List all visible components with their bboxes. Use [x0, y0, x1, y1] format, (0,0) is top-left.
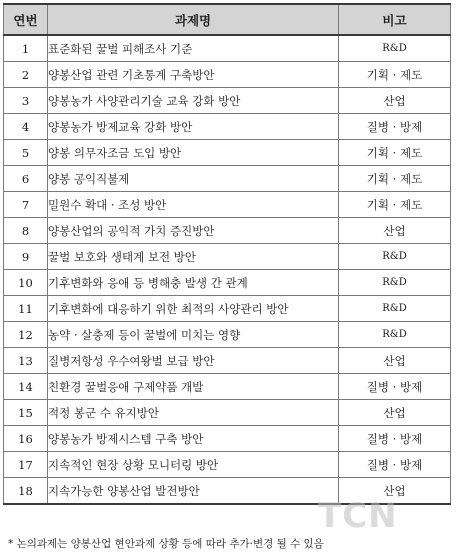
table-row	[4, 348, 451, 374]
row-number: 4	[4, 114, 48, 140]
row-number: 15	[4, 400, 48, 426]
row-number: 11	[4, 296, 48, 322]
header-note: 비고	[339, 4, 451, 35]
row-number: 14	[4, 374, 48, 400]
row-number: 3	[4, 88, 48, 114]
table-row	[4, 88, 451, 114]
row-task-title: 양봉농가 방제교육 강화 방안	[48, 114, 339, 140]
table-row	[4, 400, 451, 426]
row-note: 산업	[339, 218, 451, 244]
table-row	[4, 374, 451, 400]
table-row	[4, 192, 451, 218]
table-row	[4, 322, 451, 348]
row-task-title: 꿀벌 보호와 생태계 보전 방안	[48, 244, 339, 270]
row-task-title: 양봉 의무자조금 도입 방안	[48, 140, 339, 166]
header-title: 과제명	[48, 4, 339, 35]
table-row	[4, 114, 451, 140]
row-note: R&D	[339, 35, 451, 62]
table-row	[4, 35, 451, 62]
watermark-logo: TCN	[318, 496, 398, 536]
row-note: 질병 · 방제	[339, 114, 451, 140]
row-note: 기획 · 제도	[339, 166, 451, 192]
table-row	[4, 270, 451, 296]
row-number: 7	[4, 192, 48, 218]
row-note: R&D	[339, 322, 451, 348]
row-task-title: 밀원수 확대 · 조성 방안	[48, 192, 339, 218]
row-note: R&D	[339, 244, 451, 270]
row-number: 6	[4, 166, 48, 192]
row-number: 2	[4, 62, 48, 88]
table-row	[4, 452, 451, 478]
table-row	[4, 296, 451, 322]
table-body	[4, 35, 451, 504]
row-task-title: 지속가능한 양봉산업 발전방안	[48, 478, 339, 505]
row-task-title: 양봉농가 사양관리기술 교육 강화 방안	[48, 88, 339, 114]
header-num: 연번	[4, 4, 48, 35]
table-header-row	[4, 4, 451, 35]
row-note: 산업	[339, 348, 451, 374]
table-row	[4, 244, 451, 270]
row-number: 16	[4, 426, 48, 452]
row-note: 기획 · 제도	[339, 192, 451, 218]
row-note: 질병 · 방제	[339, 426, 451, 452]
row-number: 18	[4, 478, 48, 505]
row-number: 5	[4, 140, 48, 166]
row-number: 9	[4, 244, 48, 270]
row-task-title: 지속적인 현장 상황 모니터링 방안	[48, 452, 339, 478]
table-row	[4, 140, 451, 166]
row-note: 산업	[339, 478, 451, 505]
row-number: 10	[4, 270, 48, 296]
row-task-title: 농약 · 살충제 등이 꿀벌에 미치는 영향	[48, 322, 339, 348]
table-row	[4, 426, 451, 452]
row-task-title: 적정 봉군 수 유지방안	[48, 400, 339, 426]
row-note: R&D	[339, 270, 451, 296]
row-task-title: 친환경 꿀벌응애 구제약품 개발	[48, 374, 339, 400]
row-number: 12	[4, 322, 48, 348]
footnote: * 논의과제는 양봉산업 현안과제 상황 등에 따라 추가·변경 될 수 있음	[8, 538, 324, 550]
row-task-title: 양봉농가 방제시스템 구축 방안	[48, 426, 339, 452]
row-task-title: 질병저항성 우수여왕벌 보급 방안	[48, 348, 339, 374]
row-note: 기획 · 제도	[339, 140, 451, 166]
document-page	[3, 3, 450, 505]
row-number: 1	[4, 35, 48, 62]
row-note: 기획 · 제도	[339, 62, 451, 88]
table-row	[4, 218, 451, 244]
row-number: 13	[4, 348, 48, 374]
row-task-title: 양봉산업 관련 기초통계 구축방안	[48, 62, 339, 88]
table-row	[4, 62, 451, 88]
row-task-title: 기후변화에 대응하기 위한 최적의 사양관리 방안	[48, 296, 339, 322]
table-row	[4, 166, 451, 192]
row-task-title: 기후변화와 응애 등 병해충 발생 간 관계	[48, 270, 339, 296]
task-table	[3, 3, 451, 505]
row-number: 17	[4, 452, 48, 478]
row-note: 산업	[339, 400, 451, 426]
row-note: R&D	[339, 296, 451, 322]
row-number: 8	[4, 218, 48, 244]
row-task-title: 양봉 공익직불제	[48, 166, 339, 192]
row-task-title: 표준화된 꿀벌 피해조사 기준	[48, 35, 339, 62]
row-task-title: 양봉산업의 공익적 가치 증진방안	[48, 218, 339, 244]
row-note: 질병 · 방제	[339, 374, 451, 400]
row-note: 산업	[339, 88, 451, 114]
row-note: 질병 · 방제	[339, 452, 451, 478]
